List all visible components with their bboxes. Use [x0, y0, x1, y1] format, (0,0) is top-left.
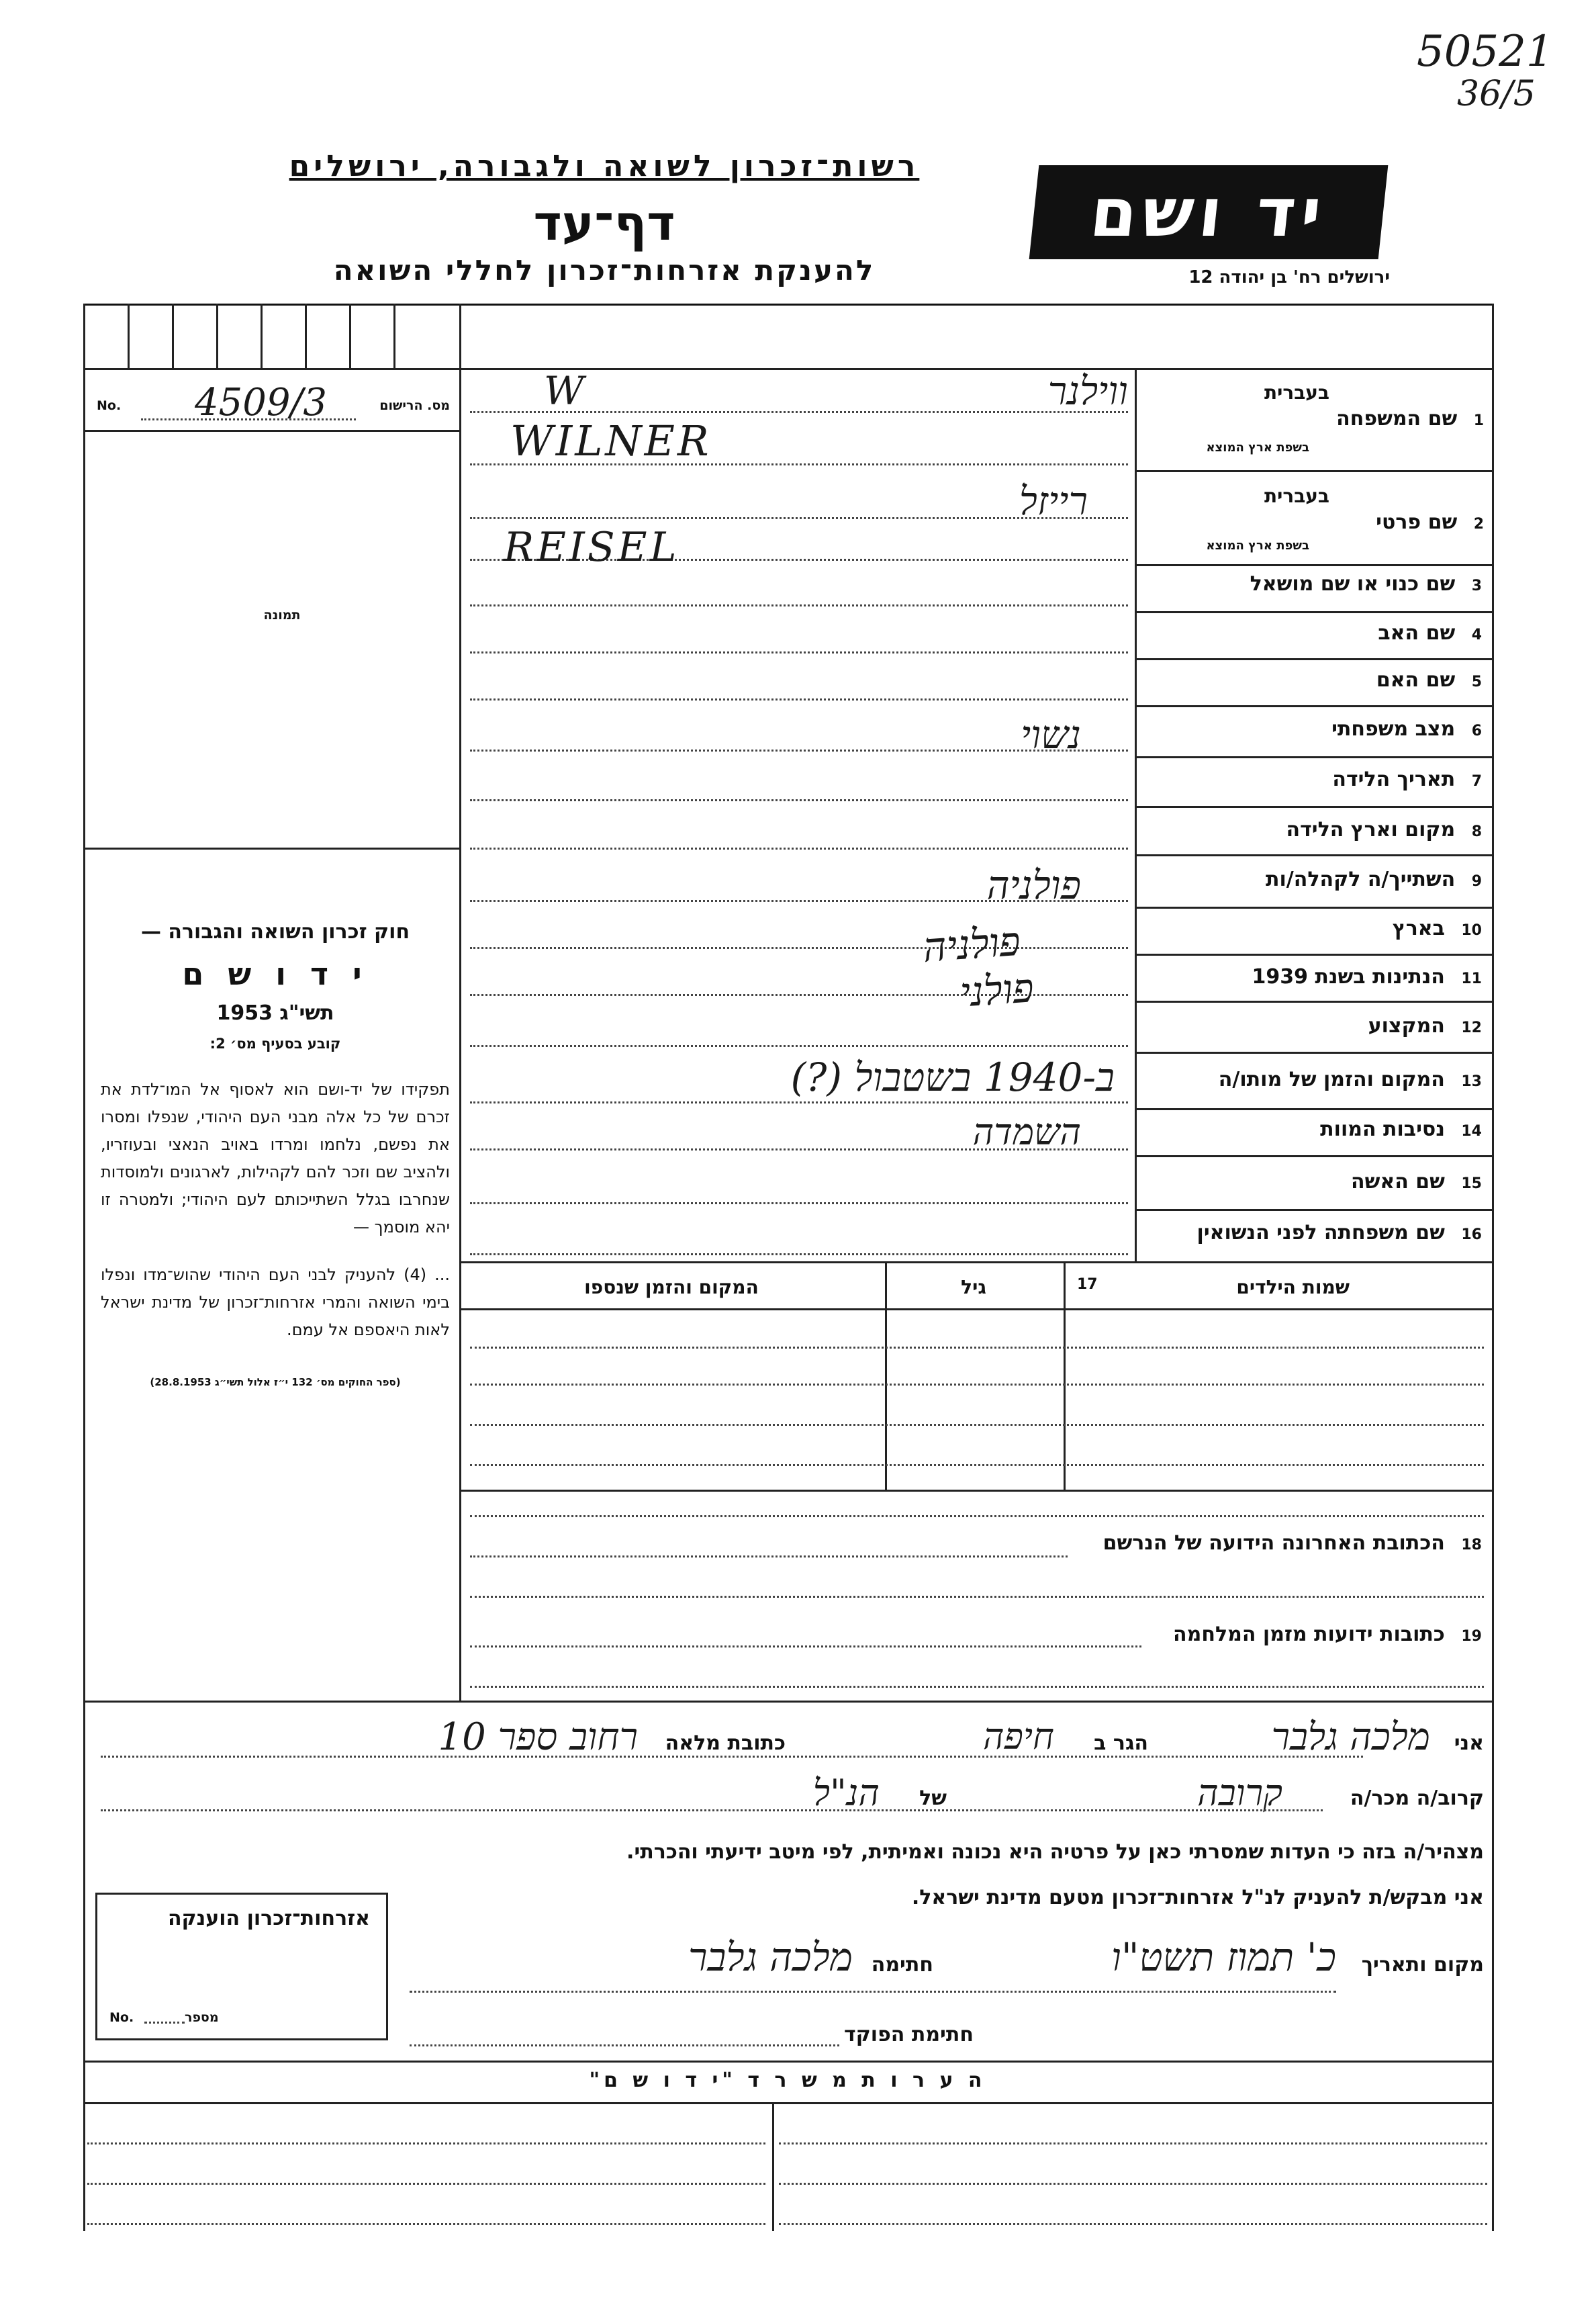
full-address-label: כתובת מלאה [665, 1731, 786, 1755]
archive-code-top: 50521 [1417, 27, 1554, 77]
form-title: דף־עד [533, 195, 675, 251]
law-name: י ד ו ש ם [182, 956, 369, 992]
field-death-place-time: 13 המקום והזמן של מותו/ה [1218, 1068, 1482, 1091]
form-right-border [1492, 304, 1494, 2231]
field-wife-name: 15 שם האשה [1351, 1170, 1482, 1193]
community-value[interactable]: פולניה [986, 862, 1081, 908]
stamp-box-no: No. [109, 2010, 134, 2025]
signature-line [403, 1934, 1484, 1981]
place-date-value[interactable]: כ' תמוז תשט"ו [1111, 1934, 1336, 1980]
registration-label: מס. הרישום [379, 398, 450, 413]
full-address-value[interactable]: רחוב ספר 10 [438, 1715, 638, 1759]
registration-field [94, 381, 450, 426]
field-father-name: 4 שם האב [1378, 621, 1482, 645]
citizenship-stamp-box [95, 1893, 388, 2040]
lives-in-label: הגר ב [1094, 1731, 1148, 1755]
field-birth-place: 8 מקום וארץ הלידה [1286, 818, 1482, 842]
declarant-label: אני [1454, 1731, 1484, 1755]
lives-in-value[interactable]: חיפה [982, 1715, 1054, 1758]
signature-value[interactable]: מלכה גלבר [688, 1934, 853, 1980]
stamp-box-title: אזרחות־זכרון הוענקה [167, 1907, 370, 1930]
law-clause: קובע בסעיף מס׳ 2: [209, 1036, 341, 1052]
officer-signature-label: חתימת הפוקד [844, 2023, 974, 2046]
of-value[interactable]: הנ"ל [812, 1772, 880, 1814]
field-wartime-addresses: 19 כתובות ידועות מזמן המלחמה [1173, 1623, 1482, 1646]
place-date-label: מקום ותאריך [1361, 1953, 1484, 1977]
field-death-circumstances: 14 נסיבות המוות [1320, 1118, 1482, 1141]
authority-title: רשות־זכרון לשואה ולגבורה, ירושלים [289, 149, 920, 183]
relative-label: קרוב/ה מכר/ה [1350, 1787, 1484, 1810]
photo-label: תמונה [263, 608, 301, 623]
registration-no-prefix: No. [97, 398, 122, 413]
death-place-time-value[interactable]: ב-1940 בשטבול (?) [790, 1054, 1115, 1100]
label-column-divider [1135, 368, 1137, 1261]
field-community: 9 השתייך/ה לקהלה/ות [1266, 868, 1482, 891]
form-top-border [83, 304, 1492, 306]
archive-code-bottom: 36/5 [1457, 74, 1536, 114]
field-nickname: 3 שם כנוי או שם מושאל [1250, 572, 1482, 596]
declaration-line-1 [94, 1715, 1484, 1760]
stamp-box-number-label: מספר [185, 2010, 219, 2025]
declarant-name[interactable]: מלכה גלבר [1271, 1715, 1430, 1759]
field-profession: 12 המקצוע [1368, 1014, 1482, 1038]
field-birth-date: 7 תאריך הלידה [1332, 768, 1482, 791]
yad-vashem-logo: יד ושם [1029, 165, 1389, 259]
law-text-2: ... (4) להעניק לבני העם היהודי שהוש־מדו ונפלו בימי השואה והמרי אזרחות־זכרון של מדינת ישראל לאות היאספם אל עמם. [101, 1265, 450, 1339]
given-name-latin[interactable]: REISEL [504, 524, 679, 571]
field-mother-name: 5 שם האם [1376, 668, 1482, 692]
field-last-address: 18 הכתובת האחרונה הידועה של הנרשם [1102, 1531, 1482, 1555]
law-year: תשי"ג 1953 [216, 1001, 334, 1025]
surname-hebrew[interactable]: ווילנר [1047, 368, 1128, 414]
law-block [101, 920, 450, 1388]
form-subtitle: להענקת אזרחות־זכרון לחללי השואה [333, 254, 876, 287]
surname-hebrew-initial[interactable]: W [544, 368, 584, 414]
children-header-place: המקום והזמן שנספו [584, 1276, 759, 1298]
law-title: חוק זכרון השואה והגבורה — [140, 920, 410, 944]
declaration-request: אני מבקש/ת להעניק לנ"ל אזרחות־זכרון מטעם מדינת ישראל. [911, 1886, 1484, 1909]
registration-number[interactable]: 4509/3 [195, 381, 328, 424]
death-circumstances-value[interactable]: השמדה [972, 1111, 1081, 1153]
declaration-statement: מצהיר/ה בזה כי העדות שמסרתי כאן על פרטיה היא נכונה ואמיתית, לפי מיטב ידיעתי והכרתי. [626, 1840, 1484, 1864]
field-wife-maiden-name: 16 שם משפחתה לפני הנשואין [1196, 1221, 1482, 1245]
given-name-hebrew[interactable]: רייזל [1019, 478, 1088, 524]
law-citation: (ספר החוקים מס׳ 132 י״ז אלול תשי״ג 28.8.1953) [150, 1376, 401, 1388]
field-marital-status: 6 מצב משפחתי [1331, 717, 1482, 741]
declaration-line-2 [94, 1773, 1484, 1813]
form-left-border [83, 304, 85, 2231]
marital-status-value[interactable]: נשוי [1021, 712, 1081, 758]
of-label: של [919, 1787, 947, 1810]
law-text-1: תפקידו של יד-ושם הוא לאסוף אל המו־לדת את זכרם של כל אלה מבני העם היהודי, שנפלו ומסרו את נפשם, נלחמו ומרדו באויב הנאצי ובעוזריו, ולהציב שם וזכר להם לקהילות, לארגונים ולמוסדות שנחרבו בגלל השתייכותם לעם היהודי; ולמטרה זו יהא מוסמך — [101, 1080, 450, 1236]
office-notes-title: ה ע ר ו ת מ ש ר ד "י ד ו ש ם" [589, 2069, 986, 2092]
children-header-age: גיל [961, 1276, 986, 1298]
citizenship-value[interactable]: פולני [958, 964, 1035, 1017]
surname-latin[interactable]: WILNER [510, 416, 712, 465]
address-line: ירושלים רח' בן יהודה 12 [1188, 267, 1390, 287]
relation-value[interactable]: קרובה [1197, 1772, 1282, 1814]
field-citizenship-1939: 11 הנתינות בשנת 1939 [1252, 965, 1482, 989]
signature-label: חתימה [871, 1953, 933, 1977]
field-country: 10 בארץ [1392, 917, 1482, 940]
country-value[interactable]: פולניה [921, 917, 1022, 972]
